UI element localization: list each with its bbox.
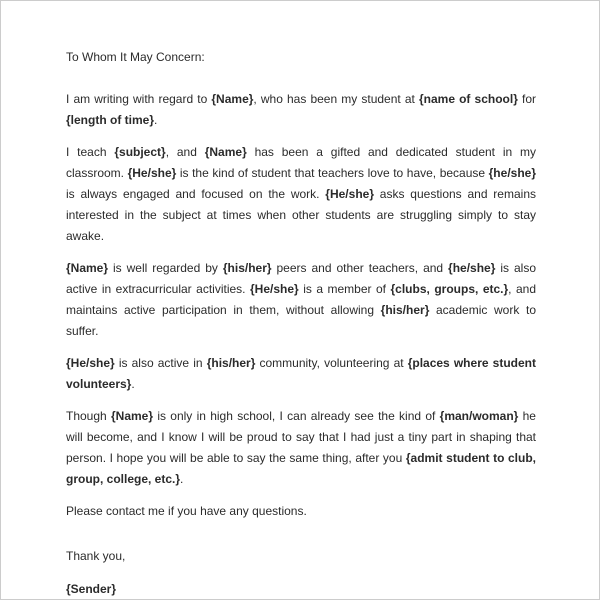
placeholder-token: {subject}: [114, 145, 166, 159]
text-run: .: [154, 113, 158, 127]
letter-salutation: To Whom It May Concern:: [66, 50, 205, 64]
text-run: is also active in extracurricular activities.: [66, 261, 536, 296]
placeholder-token: {Name}: [204, 145, 247, 159]
text-run: is the kind of student that teachers love to have, because: [176, 166, 489, 180]
letter-paragraph: [66, 353, 536, 395]
placeholder-token: {He/she}: [66, 356, 115, 370]
placeholder-token: {name of school}: [418, 92, 518, 106]
text-run: community, volunteering at: [255, 356, 408, 370]
placeholder-token: {his/her}: [380, 303, 430, 317]
placeholder-token: {admit student to club, group, college, etc.}: [66, 451, 536, 486]
letter-paragraph: [66, 406, 536, 490]
text-run: is also active in: [114, 356, 207, 370]
placeholder-token: {he/she}: [488, 166, 536, 180]
text-run: peers and other teachers, and: [271, 261, 449, 275]
text-run: , and maintains active participation in them, without allowing: [66, 282, 537, 317]
text-run: Though: [66, 409, 111, 423]
placeholder-token: {clubs, groups, etc.}: [390, 282, 509, 296]
text-run: .: [180, 472, 184, 486]
text-run: I am writing with regard to: [66, 92, 212, 106]
placeholder-token: {Name}: [66, 261, 109, 275]
placeholder-token: {his/her}: [206, 356, 256, 370]
text-run: is only in high school, I can already see the kind of: [153, 409, 440, 423]
placeholder-token: {He/she}: [127, 166, 177, 180]
text-run: is a member of: [298, 282, 391, 296]
letter-signature: {Sender}: [66, 582, 117, 596]
text-run: he will become, and I know I will be proud to say that I had just a tiny part in shaping that person. I hope you will be able to say the same thing, after you: [66, 409, 536, 465]
placeholder-token: {he/she}: [448, 261, 496, 275]
letter-body: [66, 89, 536, 522]
placeholder-token: {He/she}: [250, 282, 299, 296]
text-run: academic work to suffer.: [66, 303, 536, 338]
text-run: is always engaged and focused on the work.: [66, 187, 326, 201]
placeholder-token: {Name}: [111, 409, 154, 423]
text-run: Please contact me if you have any questions.: [66, 504, 307, 518]
text-run: I teach: [66, 145, 115, 159]
placeholder-token: {his/her}: [222, 261, 272, 275]
placeholder-token: {length of time}: [66, 113, 155, 127]
text-run: , and: [165, 145, 205, 159]
letter-paragraph: [66, 258, 536, 342]
text-run: .: [131, 377, 135, 391]
letter-paragraph: [66, 501, 536, 522]
placeholder-token: {places where student volunteers}: [66, 356, 536, 391]
text-run: asks questions and remains interested in the subject at times when other students are struggling simply to stay awake.: [66, 187, 536, 243]
text-run: is well regarded by: [108, 261, 223, 275]
letter-paragraph: [66, 142, 536, 247]
placeholder-token: {He/she}: [325, 187, 374, 201]
text-run: , who has been my student at: [253, 92, 419, 106]
text-run: for: [517, 92, 537, 106]
placeholder-token: {man/woman}: [439, 409, 519, 423]
letter-closing: Thank you,: [66, 549, 126, 563]
placeholder-token: {Name}: [211, 92, 254, 106]
text-run: has been a gifted and dedicated student in my classroom.: [66, 145, 537, 180]
letter-paragraph: [66, 89, 536, 131]
